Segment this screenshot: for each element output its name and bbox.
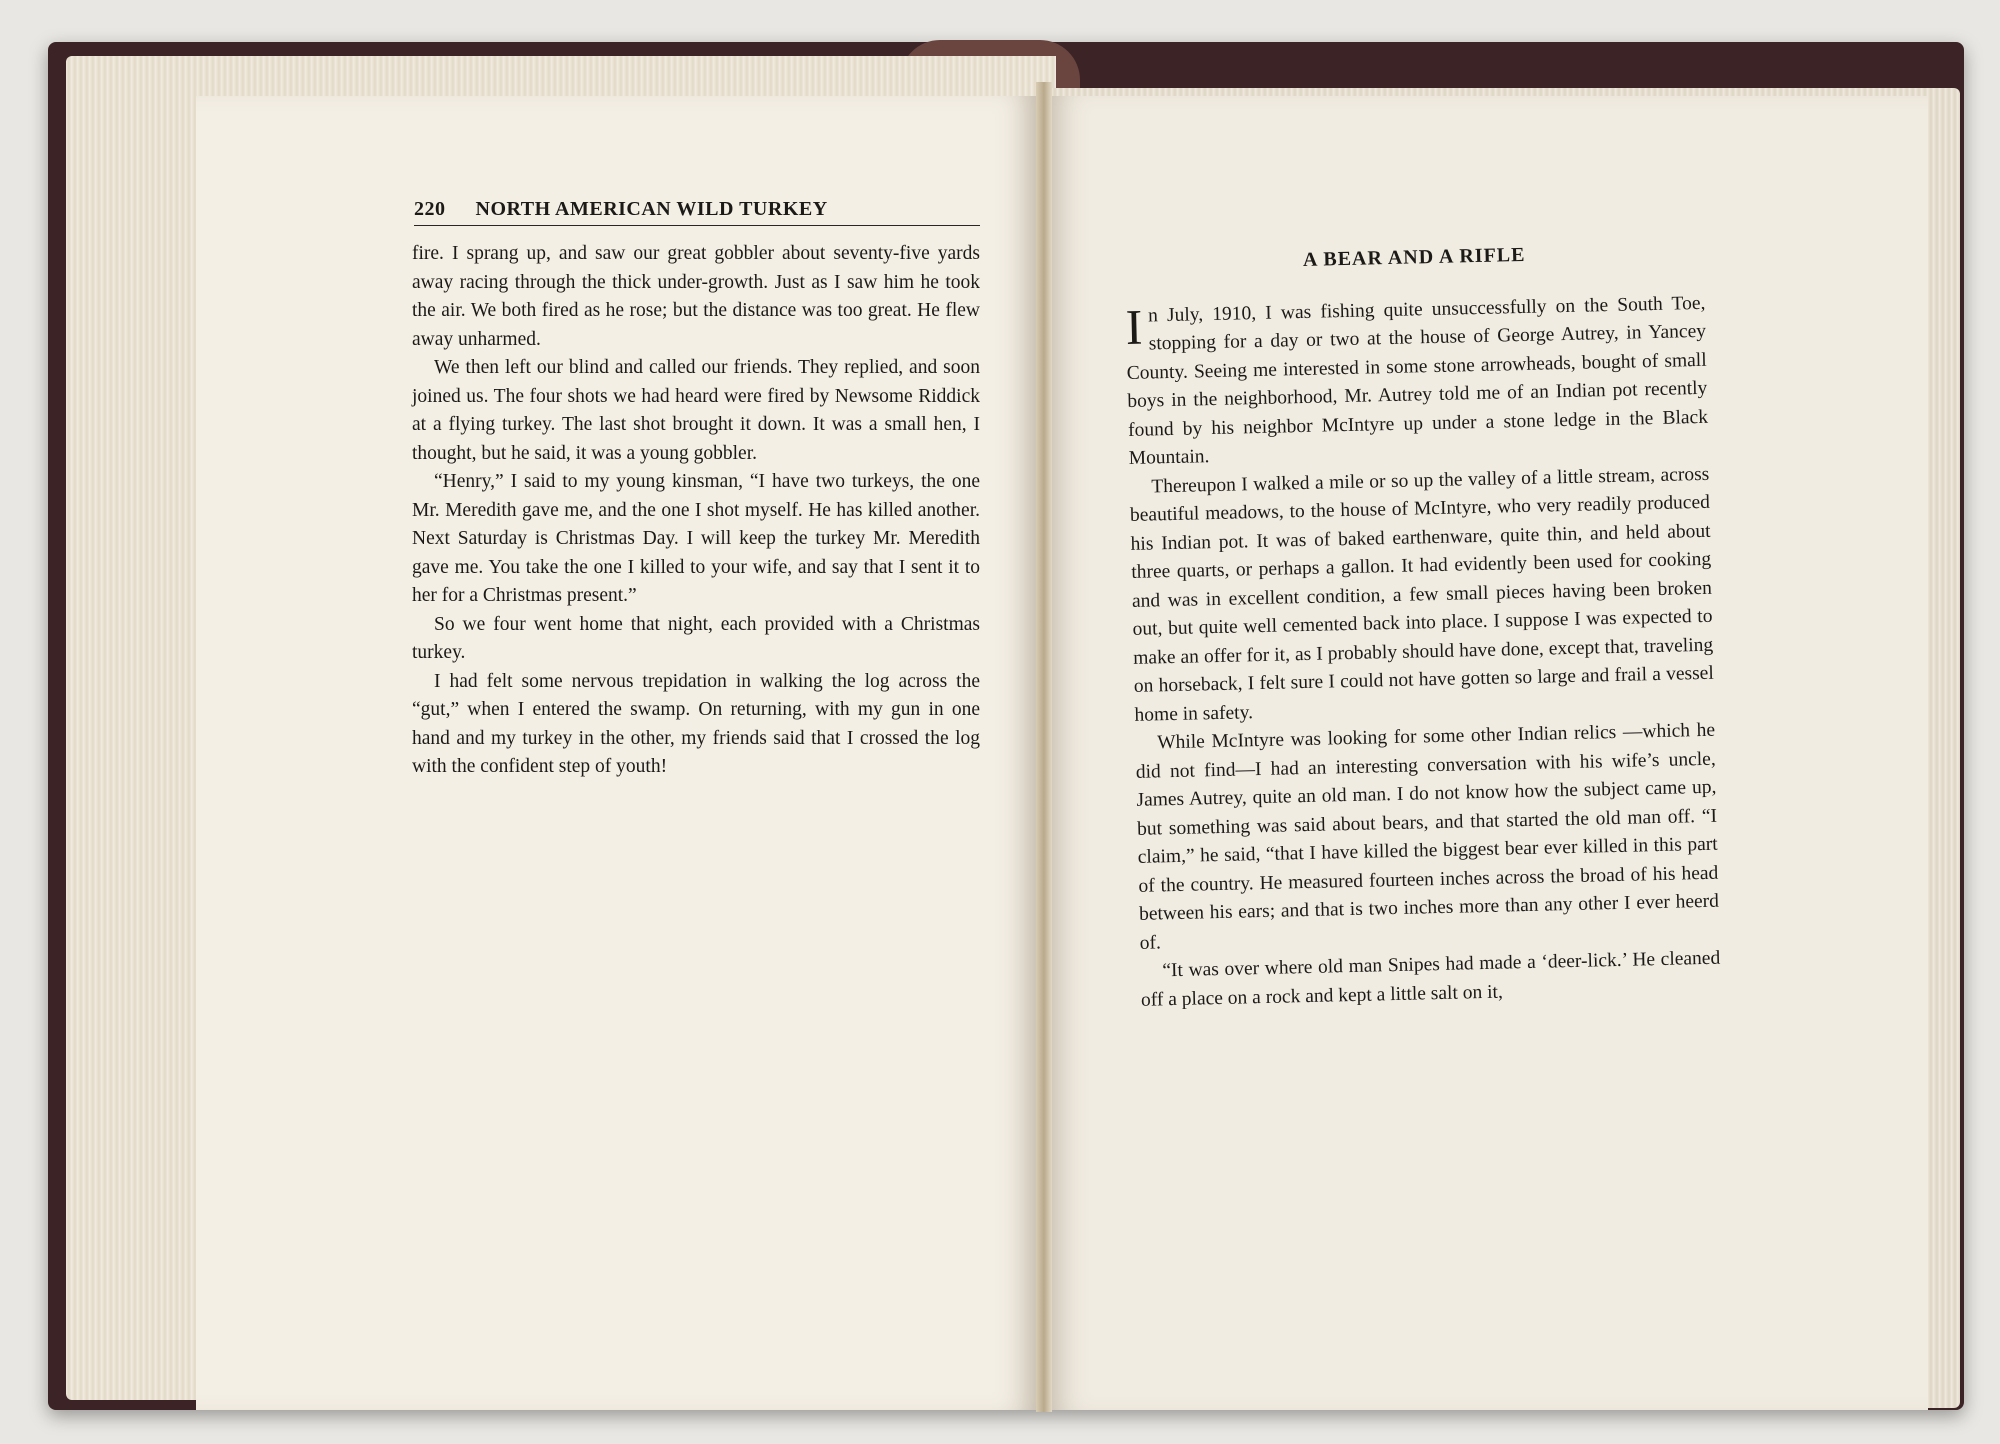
chapter-title: A BEAR AND A RIFLE [1302,243,1526,271]
drop-cap: I [1125,298,1144,355]
running-head: NORTH AMERICAN WILD TURKEY [475,198,828,220]
right-page-text [1124,237,1721,1015]
left-paragraph-5: I had felt some nervous trepidation in walking the log across the “gut,” when I entered the swamp. On returning, with my gun in one hand and my turkey in the other, my friends said that I crossed the log with the confident step of youth! [412,670,980,777]
left-paragraph-1: fire. I sprang up, and saw our great gobbler about seventy-five yards away racing through the thick under-growth. Just as I saw him he took the air. We both fired as he rose; but the distance was too great. He flew away unharmed. [412,243,980,350]
right-paragraph-3: While McIntyre was looking for some other Indian relics —which he did not find—I had an interesting conversation with his wife’s uncle, James Autrey, quite an old man. I do not know how the subject came up, but something was said about bears, and that started the old man off. “I claim,” he said, “that I have killed the biggest bear ever killed in this part of the country. He measured fourteen inches across the broad of his head between his ears; and that is two inches more than any other I ever heerd of. [1135,719,1720,954]
left-page-text [412,240,980,782]
left-page-header [414,198,980,226]
right-paragraph-1-text: n July, 1910, I was fishing quite unsuccessfully on the South Toe, stopping for a day or two at the house of George Autrey, in Yancey County. Seeing me interested in some stone arrowheads, bought of small boys in the neighborhood, Mr. Autrey told me of an Indian pot recently found by his neighbor McIntyre up under a stone ledge in the Black Mountain. [1126,292,1709,469]
page-number: 220 [414,198,446,220]
book-gutter [1036,82,1052,1412]
left-paragraph-2: We then left our blind and called our friends. They replied, and soon joined us. The four shots we had heard were fired by Newsome Riddick at a flying turkey. The last shot brought it down. It was a small hen, I thought, but he said, it was a young gobbler. [412,357,980,464]
left-paragraph-4: So we four went home that night, each provided with a Christmas turkey. [412,613,980,663]
right-paragraph-1 [1125,289,1709,473]
left-paragraph-3: “Henry,” I said to my young kinsman, “I have two turkeys, the one Mr. Meredith gave me, and the one I shot myself. He has killed another. Next Saturday is Christmas Day. I will keep the turkey Mr. Meredith gave me. You take the one I killed to your wife, and say that I sent it to her for a Christmas present.” [412,471,980,606]
right-paragraph-4: “It was over where old man Snipes had made a ‘deer-lick.’ He cleaned off a place on a rock and kept a little salt on it, [1140,947,1721,1011]
right-paragraph-2: Thereupon I walked a mile or so up the valley of a little stream, across beautiful meadows, to the house of McIntyre, who very readily produced his Indian pot. It was of baked earthenware, quite thin, and held about three quarts, or perhaps a gallon. It had evidently been used for cooking and was in excellent condition, a few small pieces having been broken out, but quite well cemented back into place. I suppose I was expected to make an offer for it, as I probably should have done, except that, traveling on horseback, I felt sure I could not have gotten so large and frail a vessel home in safety. [1129,463,1714,726]
